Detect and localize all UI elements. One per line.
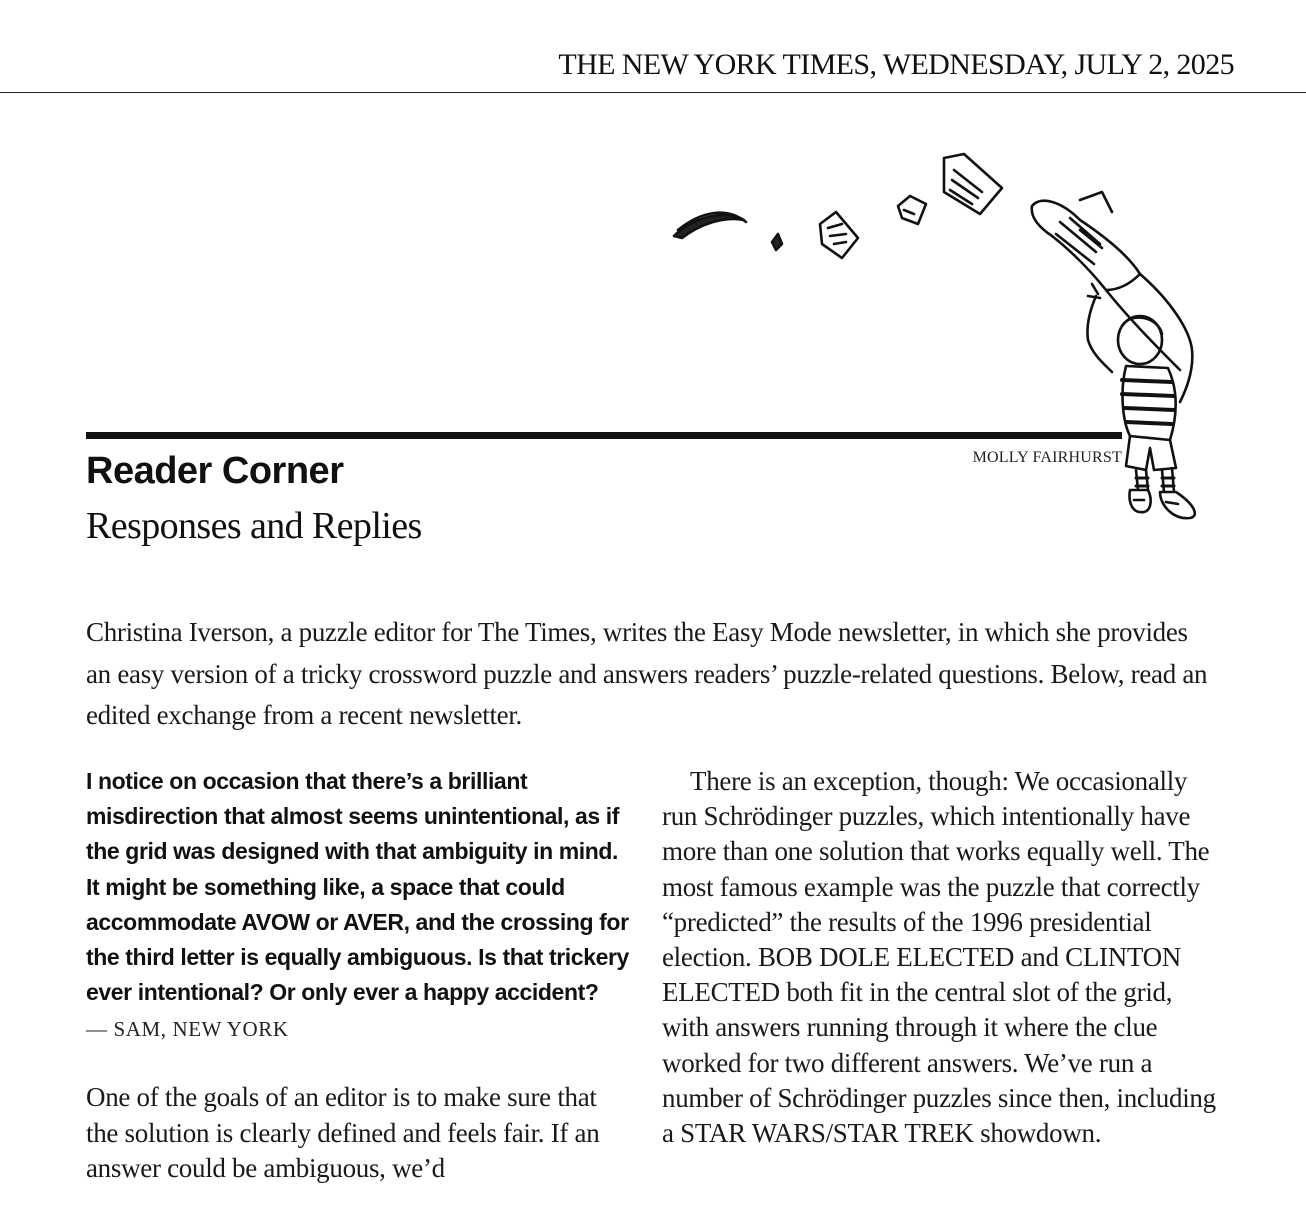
right-column [662, 764, 1222, 1151]
masthead-divider [0, 92, 1306, 93]
intro-paragraph: Christina Iverson, a puzzle editor for The Times, writes the Easy Mode newsletter, in which she provides an easy version of a tricky crossword puzzle and answers readers’ puzzle-related questions. Below, read an edited exchange from a recent newsletter. [86, 617, 1208, 730]
masthead: THE NEW YORK TIMES, WEDNESDAY, JULY 2, 2025 [558, 48, 1234, 81]
section-rule [86, 432, 1122, 439]
answer-left-column [86, 1080, 631, 1186]
answer-paragraph: One of the goals of an editor is to make sure that the solution is clearly defined and feels fair. If an answer could be ambiguous, we’d [86, 1082, 600, 1183]
reader-question-text: I notice on occasion that there’s a brilliant misdirection that almost seems unintentional, as if the grid was designed with that ambiguity in mind. It might be something like, a space that could accommodate AVOW or AVER, and the crossing for the third letter is equally ambiguous. Is that trickery ever intentional? Or only ever a happy accident? [86, 768, 629, 1006]
reader-signature: — SAM, NEW YORK [86, 1017, 289, 1042]
section-deck: Responses and Replies [86, 505, 422, 547]
section-kicker: Reader Corner [86, 450, 344, 492]
answer-paragraph-right: There is an exception, though: We occasionally run Schrödinger puzzles, which intentionally have more than one solution that works equally well. The most famous example was the puzzle that correctly “predicted” the results of the 1996 presidential election. BOB DOLE ELECTED and CLINTON ELECTED both fit in the central slot of the grid, with answers running through it where the clue worked for two different answers. We’ve run a number of Schrödinger puzzles since then, including a STAR WARS/STAR TREK showdown. [662, 766, 1216, 1149]
illustration-boy-throwing-newspapers-icon [660, 140, 1220, 540]
left-column [86, 764, 631, 1186]
illustration-credit: MOLLY FAIRHURST [972, 449, 1122, 466]
reader-question [86, 764, 631, 1010]
